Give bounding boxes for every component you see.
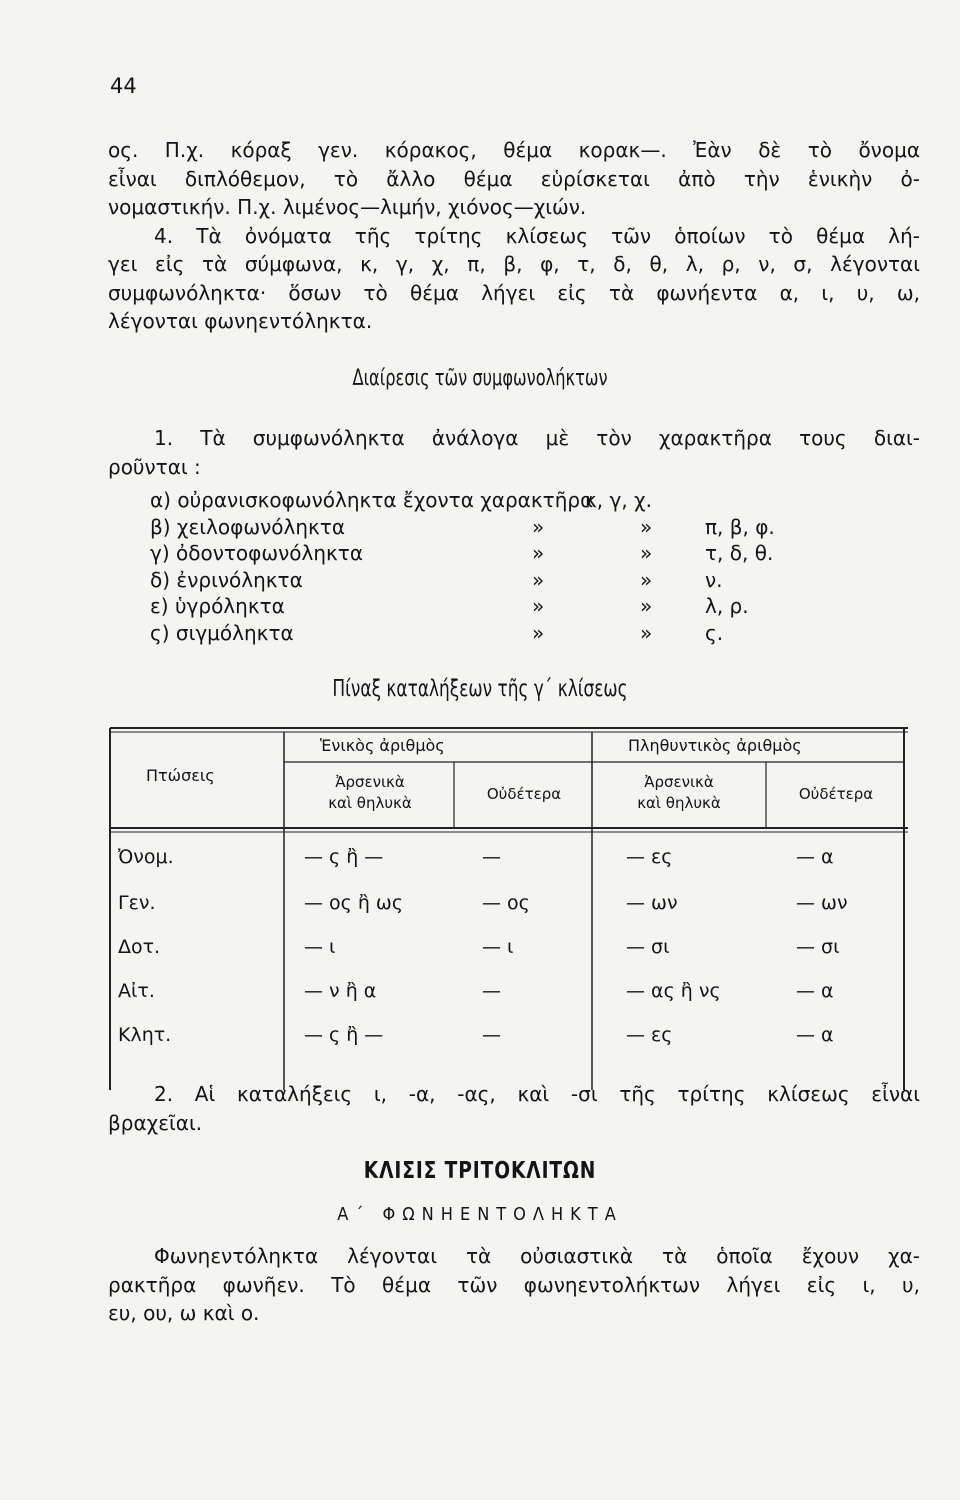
- text-line: Φωνηεντόληκτα λέγονται τὰ οὐσιαστικὰ τὰ ὁποῖα ἔχουν χα-: [154, 1244, 920, 1268]
- table-cell: — ς ἢ —: [304, 1024, 384, 1046]
- table-cell: —: [482, 846, 501, 868]
- classification-list: [150, 488, 830, 647]
- section-subtitle: Α΄ ΦΩΝΗΕΝΤΟΛΗΚΤΑ: [337, 1204, 623, 1225]
- table-cell: — ν ἢ α: [304, 980, 377, 1002]
- item-chars: ς.: [705, 620, 724, 645]
- section-title: ΚΛΙΣΙΣ ΤΡΙΤΟΚΛΙΤΩΝ: [363, 1158, 597, 1184]
- item-label: α) οὐρανισκοφωνόληκτα ἔχοντα χαρακτῆρα: [150, 488, 594, 512]
- ditto-mark: »: [532, 567, 545, 592]
- header-sg-masc-fem: [288, 772, 452, 814]
- item-chars: τ, δ, θ.: [705, 541, 774, 565]
- header-line: καὶ θηλυκὰ: [328, 794, 412, 812]
- ditto-mark: »: [532, 594, 545, 618]
- table-cell: — ι: [482, 936, 514, 958]
- text-line: 1. Τὰ συμφωνόληκτα ἀνάλογα μὲ τὸν χαρακτῆρα τους διαι-: [154, 426, 920, 450]
- ditto-mark: »: [640, 514, 653, 539]
- item-chars: κ, γ, χ.: [585, 488, 652, 512]
- ditto-mark: »: [532, 541, 545, 565]
- section-paragraph: [108, 1242, 920, 1328]
- list-item: [150, 594, 830, 621]
- ditto-mark: »: [640, 594, 653, 618]
- table-cell: — ας ἢ νς: [626, 980, 721, 1002]
- text-line: ος. Π.χ. κόραξ γεν. κόρακος, θέμα κορακ—. Ἐὰν δὲ τὸ ὄνομα: [108, 138, 920, 162]
- header-line: Ἀρσενικὰ: [644, 773, 714, 791]
- table-cell: — ες: [626, 846, 673, 868]
- table-cell: —: [482, 980, 501, 1002]
- text-line: ευ, ου, ω καὶ ο.: [108, 1301, 260, 1325]
- header-singular: Ἑνικὸς ἀριθμὸς: [320, 736, 445, 755]
- page-number: 44: [110, 74, 137, 98]
- endings-table: [108, 726, 908, 1090]
- division-heading: Διαίρεσις τῶν συμφωνολήκτων: [352, 366, 608, 391]
- header-pl-neuter: Οὐδέτερα: [798, 785, 874, 803]
- table-cell: — ος ἢ ως: [304, 892, 403, 914]
- case-label: Ὀνομ.: [118, 846, 174, 868]
- table-cell: — α: [796, 1024, 834, 1046]
- header-cases: Πτώσεις: [146, 766, 215, 785]
- table-cell: — ες: [626, 1024, 673, 1046]
- case-label: Αἰτ.: [118, 980, 155, 1002]
- text-line: συμφωνόληκτα· ὅσων τὸ θέμα λήγει εἰς τὰ φωνήεντα α, ι, υ, ω,: [108, 280, 920, 305]
- division-intro: [108, 424, 920, 481]
- item-label: ε) ὑγρόληκτα: [150, 594, 285, 618]
- list-item: [150, 568, 830, 595]
- header-line: Ἀρσενικὰ: [335, 773, 405, 791]
- table-cell: —: [482, 1024, 501, 1046]
- text-line: νομαστικήν. Π.χ. λιμένος—λιμήν, χιόνος—χιών.: [108, 195, 587, 219]
- intro-paragraph: [108, 136, 920, 336]
- item-label: γ) ὀδοντοφωνόληκτα: [150, 541, 364, 565]
- note-paragraph: [108, 1080, 920, 1137]
- ditto-mark: »: [640, 541, 653, 565]
- list-item: [150, 488, 830, 515]
- table-cell: — α: [796, 980, 834, 1002]
- header-plural: Πληθυντικὸς ἀριθμὸς: [628, 736, 802, 755]
- case-label: Γεν.: [118, 892, 156, 914]
- ditto-mark: »: [640, 620, 653, 645]
- list-item: [150, 515, 830, 542]
- item-chars: λ, ρ.: [705, 594, 749, 618]
- ditto-mark: »: [640, 567, 653, 592]
- list-item: [150, 621, 830, 648]
- item-chars: ν.: [705, 567, 723, 592]
- text-line: βραχεῖαι.: [108, 1110, 203, 1135]
- text-line: ρακτῆρα φωνῆεν. Τὸ θέμα τῶν φωνηεντολήκτων λήγει εἰς ι, υ,: [108, 1272, 920, 1297]
- table-cell: — α: [796, 846, 834, 868]
- text-line: 4. Τὰ ὀνόματα τῆς τρίτης κλίσεως τῶν ὁποίων τὸ θέμα λή-: [154, 223, 920, 248]
- text-line: λέγονται φωνηεντόληκτα.: [108, 309, 373, 333]
- header-pl-masc-fem: [594, 772, 764, 814]
- table-cell: — ς ἢ —: [304, 846, 384, 868]
- table-cell: — ων: [796, 892, 848, 914]
- text-line: 2. Αἱ καταλήξεις ι, -α, -ας, καὶ -σι τῆς τρίτης κλίσεως εἶναι: [154, 1082, 920, 1106]
- case-label: Κλητ.: [118, 1024, 172, 1046]
- list-item: [150, 541, 830, 568]
- table-cell: — σι: [796, 936, 840, 958]
- table-cell: — ι: [304, 936, 336, 958]
- item-label: ς) σιγμόληκτα: [150, 620, 294, 645]
- table-cell: — σι: [626, 936, 670, 958]
- header-line: καὶ θηλυκὰ: [637, 794, 721, 812]
- table-cell: — ων: [626, 892, 678, 914]
- item-chars: π, β, φ.: [705, 514, 775, 539]
- item-label: β) χειλοφωνόληκτα: [150, 514, 345, 539]
- header-sg-neuter: Οὐδέτερα: [486, 785, 562, 803]
- text-line: εἶναι διπλόθεμον, τὸ ἄλλο θέμα εὑρίσκεται ἀπὸ τὴν ἑνικὴν ὀ-: [108, 166, 920, 191]
- case-label: Δοτ.: [118, 936, 161, 958]
- text-line: γει εἰς τὰ σύμφωνα, κ, γ, χ, π, β, φ, τ, δ, θ, λ, ρ, ν, σ, λέγονται: [108, 252, 920, 276]
- text-line: ροῦνται :: [108, 454, 201, 479]
- table-cell: — ος: [482, 892, 530, 914]
- table-heading: Πίναξ καταλήξεων τῆς γ΄ κλίσεως: [332, 676, 628, 702]
- ditto-mark: »: [532, 514, 545, 539]
- ditto-mark: »: [532, 620, 545, 645]
- item-label: δ) ἐνρινόληκτα: [150, 567, 303, 592]
